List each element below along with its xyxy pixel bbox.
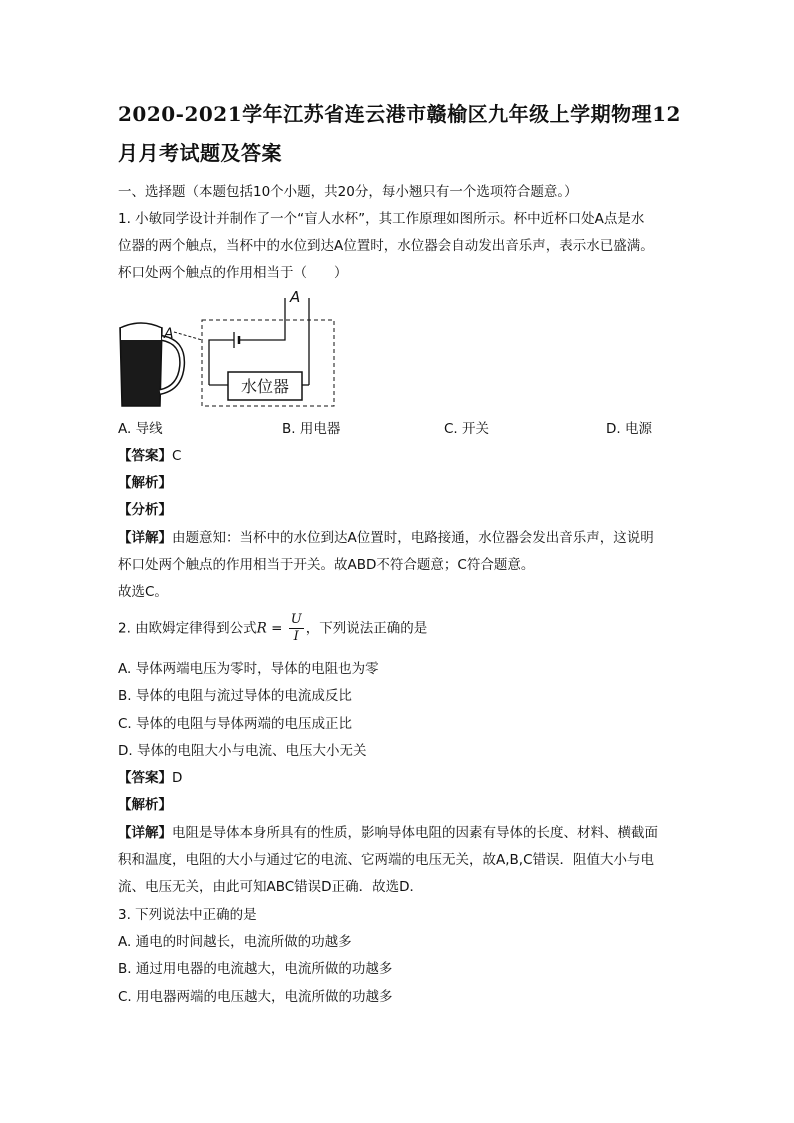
q2-stem-prefix: 2. 由欧姆定律得到公式 bbox=[118, 620, 257, 637]
q2-formula-lhs: R bbox=[256, 620, 267, 637]
q1-stem-line2: 位器的两个触点，当杯中的水位到达A位置时，水位器会自动发出音乐声，表示水已盛满。 bbox=[118, 238, 654, 254]
q1-option-d: D. 电源 bbox=[606, 421, 652, 437]
q2-stem-suffix: ，下列说法正确的是 bbox=[305, 620, 428, 637]
q2-formula-eq: = bbox=[266, 620, 287, 637]
q1-answer-value: C bbox=[172, 448, 182, 464]
q3-option-a: A. 通电的时间越长，电流所做的功越多 bbox=[118, 934, 352, 950]
q2-detail-line3: 流、电压无关，由此可知ABC错误D正确．故选D． bbox=[118, 879, 423, 895]
q2-formula-denominator: I bbox=[293, 629, 299, 644]
q1-stem-line1: 1. 小敏同学设计并制作了一个“盲人水杯”，其工作原理如图所示。杯中近杯口处A点是水 bbox=[118, 211, 645, 227]
q2-answer-tag: 【答案】 bbox=[118, 770, 172, 786]
q1-option-b: B. 用电器 bbox=[282, 421, 341, 437]
q1-option-c: C. 开关 bbox=[444, 421, 490, 437]
q1-fenxi-tag: 【分析】 bbox=[118, 502, 172, 518]
q1-conclusion: 故选C。 bbox=[118, 584, 168, 600]
label-a-cup: A bbox=[164, 326, 174, 342]
q1-analysis-tag: 【解析】 bbox=[118, 475, 172, 491]
q2-formula-numerator: U bbox=[290, 612, 302, 627]
q3-option-b: B. 通过用电器的电流越大，电流所做的功越多 bbox=[118, 961, 393, 977]
q1-detail-line1 bbox=[118, 526, 654, 546]
q1-stem-line3: 杯口处两个触点的作用相当于（ ） bbox=[118, 265, 348, 281]
water-level-label: 水位器 bbox=[240, 377, 290, 396]
q2-answer bbox=[118, 766, 182, 786]
q3-stem: 3. 下列说法中正确的是 bbox=[118, 907, 257, 923]
q1-answer-tag: 【答案】 bbox=[118, 448, 172, 464]
q2-formula-fraction bbox=[289, 612, 304, 645]
q2-detail-line2: 积和温度，电阻的大小与通过它的电流、它两端的电压无关，故A,B,C错误．阻值大小与电 bbox=[118, 852, 655, 868]
q1-option-a: A. 导线 bbox=[118, 421, 163, 437]
q1-answer bbox=[118, 444, 181, 464]
q2-option-a: A. 导体两端电压为零时，导体的电阻也为零 bbox=[118, 661, 379, 677]
document-title-line2: 月月考试题及答案 bbox=[118, 141, 282, 165]
section-heading: 一、选择题（本题包括10个小题，共20分，每小翘只有一个选项符合题意。） bbox=[118, 184, 578, 200]
cup-rim bbox=[120, 323, 162, 328]
document-title-line1: 2020-2021学年江苏省连云港市赣榆区九年级上学期物理12 bbox=[118, 102, 681, 126]
q2-stem bbox=[118, 612, 427, 645]
q1-detail-text1: 由题意知：当杯中的水位到达A位置时，电路接通，水位器会发出音乐声，这说明 bbox=[172, 530, 654, 546]
q2-option-d: D. 导体的电阻大小与电流、电压大小无关 bbox=[118, 743, 367, 759]
q3-option-c: C. 用电器两端的电压越大，电流所做的功越多 bbox=[118, 989, 393, 1005]
q2-option-b: B. 导体的电阻与流过导体的电流成反比 bbox=[118, 688, 352, 704]
q2-detail-text1: 电阻是导体本身所具有的性质，影响导体电阻的因素有导体的长度、材料、横截面 bbox=[172, 825, 658, 841]
q1-detail-line2: 杯口处两个触点的作用相当于开关。故ABD不符合题意；C符合题意。 bbox=[118, 557, 535, 573]
q2-option-c: C. 导体的电阻与导体两端的电压成正比 bbox=[118, 716, 353, 732]
q2-answer-value: D bbox=[172, 770, 183, 786]
q1-detail-tag: 【详解】 bbox=[118, 530, 172, 546]
q2-analysis-tag: 【解析】 bbox=[118, 797, 172, 813]
q2-detail-tag: 【详解】 bbox=[118, 825, 172, 841]
label-a-top: A bbox=[290, 288, 301, 306]
q1-circuit-figure bbox=[112, 288, 344, 410]
q2-detail-line1 bbox=[118, 821, 658, 841]
